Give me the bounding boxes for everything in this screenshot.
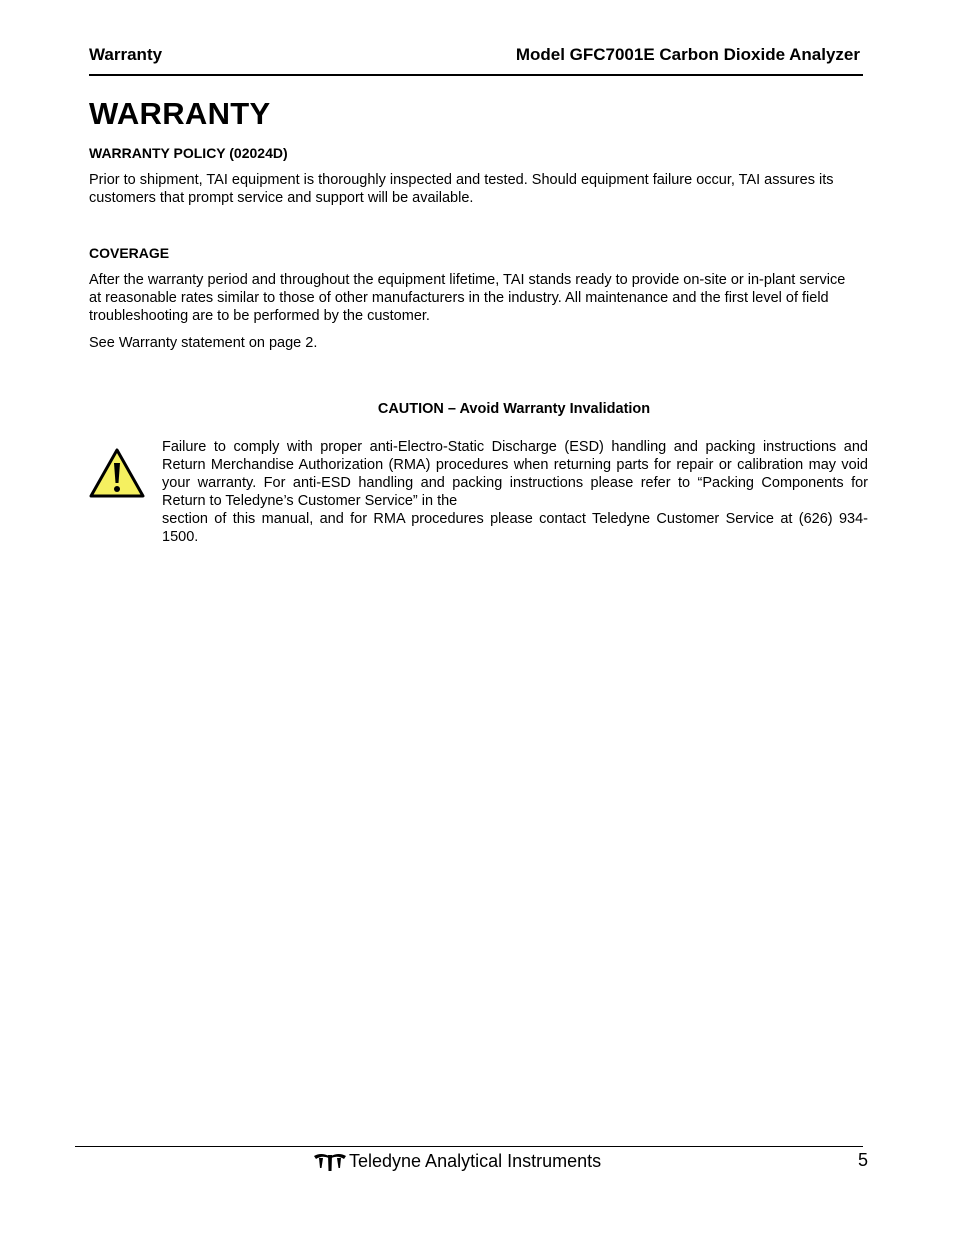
footer-company xyxy=(313,1150,601,1172)
header-divider xyxy=(89,74,863,76)
caution-title: CAUTION – Avoid Warranty Invalidation xyxy=(377,401,651,417)
caution-text xyxy=(162,438,868,546)
warranty-policy-heading: WARRANTY POLICY (02024D) xyxy=(89,145,288,161)
caution-text-part1: Failure to comply with proper anti-Electro-Static Discharge (ESD) handling and packing instructions and Return Merchandise Authorization (RMA) procedures when returning parts for repair or calibration may void your warranty. For anti-ESD handling and packing instructions please refer to “Packing Components for Return to Teledyne’s Customer Service” in the xyxy=(162,439,868,509)
coverage-text: After the warranty period and throughout the equipment lifetime, TAI stands ready to provide on-site or in-plant service at reasonable rates similar to those of other manufacturers in the industry. All maintenance and the first level of field troubleshooting are to be performed by the customer. xyxy=(89,272,846,324)
caution-text-part2: section of this manual, and for RMA procedures please contact Teledyne Customer Service at (626) 934-1500. xyxy=(162,511,868,545)
see-warranty-statement: See Warranty statement on page 2. xyxy=(89,335,318,351)
coverage-heading: COVERAGE xyxy=(89,245,170,261)
warranty-policy-text: Prior to shipment, TAI equipment is thoroughly inspected and tested. Should equipment failure occur, TAI assures its customers that prompt service and support will be available. xyxy=(89,172,834,206)
teledyne-logo-icon xyxy=(313,1150,347,1172)
warning-triangle-icon xyxy=(88,447,146,499)
running-header-model: Model GFC7001E Carbon Dioxide Analyzer xyxy=(515,45,860,64)
footer-divider xyxy=(75,1146,863,1147)
running-header-section: Warranty xyxy=(89,45,163,64)
footer-company-name: Teledyne Analytical Instruments xyxy=(349,1150,602,1171)
page-title: WARRANTY xyxy=(89,96,271,131)
page-number: 5 xyxy=(857,1150,868,1170)
